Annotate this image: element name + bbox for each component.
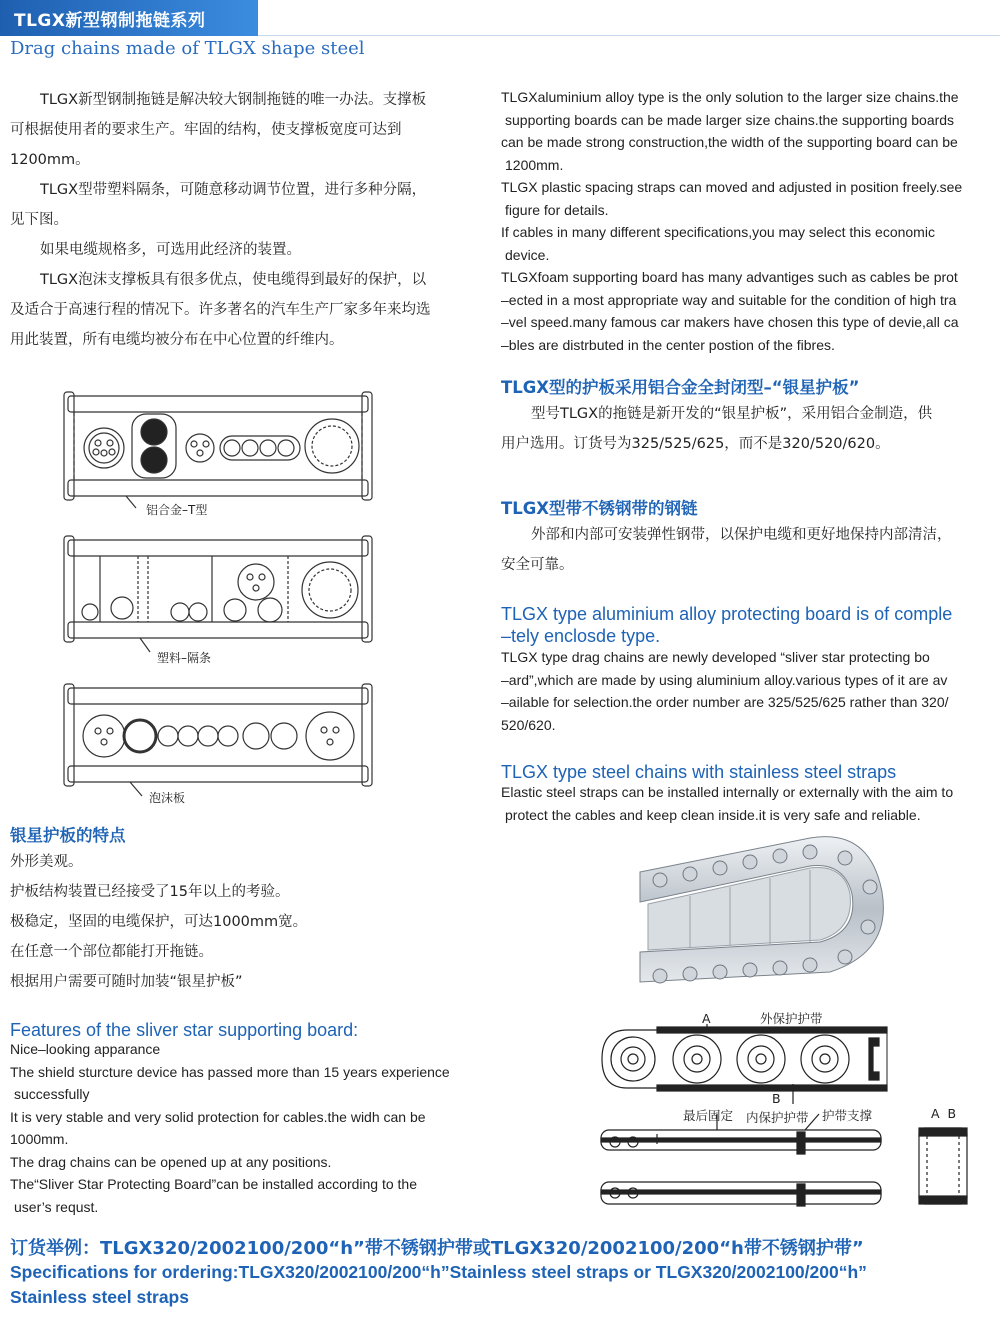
intro-cn-line: 用此装置，所有电缆均被分布在中心位置的纤维内。: [10, 332, 344, 348]
intro-en-line: TLGX plastic spacing straps can moved and adjusted in position freely.see: [501, 179, 963, 195]
diagram-aluminium-t-type: [64, 392, 372, 508]
features-en-line: user’s requst.: [14, 1198, 99, 1215]
order-example-cn: 订货举例：TLGX320/2002100/200“h”带不锈钢护带或TLGX320/2002100/200“h带不锈钢护带”: [10, 1238, 864, 1259]
diagram-label-plastic: 塑料–隔条: [157, 651, 212, 665]
features-en-line: The drag chains can be opened up at any positions.: [10, 1153, 332, 1170]
strap-label-b: B: [772, 1091, 781, 1106]
intro-en-line: –ected in a most appropriate way and suitable for the condition of high tra: [501, 291, 957, 308]
alu-board-en-line: –ailable for selection.the order number are 325/525/625 rather than 320/: [501, 694, 949, 710]
intro-cn-line: 及适合于高速行程的情况下。许多著名的汽车生产厂家多年来均选: [10, 302, 431, 318]
alu-board-en-line: 520/620.: [501, 716, 556, 733]
features-cn-item: 护板结构装置已经接受了15年以上的考验。: [10, 884, 290, 900]
intro-cn-line: 可根据使用者的要求生产。牢固的结构，使支撑板宽度可达到: [10, 122, 402, 138]
diagram-plastic-spacer: [64, 536, 372, 652]
intro-en-line: If cables in many different specifications,you may select this economic: [501, 224, 935, 240]
alu-board-en-text: [501, 646, 999, 736]
strap-label-a: A: [702, 1011, 711, 1026]
strap-label-ab: A B: [931, 1106, 957, 1121]
features-en-list: [10, 1038, 480, 1218]
page-subtitle: Drag chains made of TLGX shape steel: [10, 38, 365, 59]
silver-board-text: [501, 399, 999, 459]
diagram-label-aluminium: 铝合金–T型: [146, 503, 208, 517]
features-cn-title: 银星护板的特点: [10, 826, 126, 845]
order-example-en-2: Stainless steel straps: [10, 1287, 189, 1307]
alu-board-en-title: [501, 603, 999, 647]
page-title: TLGX新型钢制拖链系列: [14, 11, 206, 31]
silver-board-line: 用户选用。订货号为325/525/625，而不是320/520/620。: [501, 436, 890, 452]
intro-en-line: TLGXaluminium alloy type is the only solution to the larger size chains.the: [501, 89, 959, 105]
silver-board-title: TLGX型的护板采用铝合金全封闭型–“银星护板”: [501, 378, 860, 397]
features-cn-item: 根据用户需要可随时加装“银星护板”: [10, 974, 243, 990]
intro-cn-line: TLGX新型钢制拖链是解决较大钢制拖链的唯一办法。支撑板: [40, 92, 427, 108]
alu-board-en-title-line: TLGX type aluminium alloy protecting board is of comple: [501, 604, 953, 624]
steel-en-text: [501, 781, 999, 826]
intro-en-line: 1200mm.: [505, 156, 564, 173]
steel-strap-line: 外部和内部可安装弹性钢带，以保护电缆和更好地保持内部清洁，: [531, 527, 952, 543]
intro-en-line: supporting boards can be made larger size chains.the supporting boards: [505, 111, 955, 128]
steel-en-line: Elastic steel straps can be installed internally or externally with the aim to: [501, 784, 954, 800]
intro-en: [501, 86, 999, 356]
intro-en-line: can be made strong construction,the width of the supporting board can be: [501, 134, 958, 150]
steel-strap-line: 安全可靠。: [501, 557, 574, 573]
intro-en-line: device.: [505, 246, 550, 263]
intro-cn-line: TLGX型带塑料隔条，可随意移动调节位置，进行多种分隔，: [40, 182, 427, 198]
steel-en-title: TLGX type steel chains with stainless steel straps: [501, 762, 897, 782]
features-cn-item: 在任意一个部位都能打开拖链。: [10, 944, 213, 960]
intro-cn: [10, 85, 480, 355]
intro-cn-line: TLGX泡沫支撑板具有很多优点，使电缆得到最好的保护，以: [40, 272, 427, 288]
steel-strap-text: [501, 520, 999, 580]
intro-cn-line: 1200mm。: [10, 152, 90, 168]
intro-en-line: TLGXfoam supporting board has many advantiges such as cables be prot: [501, 269, 958, 285]
alu-board-en-title-line: –tely enclosde type.: [501, 626, 661, 646]
diagram-foam-board: [64, 684, 372, 796]
strap-label-inner: 内保护护带: [746, 1110, 809, 1125]
drag-chain-photo: [630, 832, 900, 1017]
strap-label-support: 护带支撑: [822, 1108, 873, 1123]
intro-en-line: figure for details.: [505, 201, 609, 218]
alu-board-en-line: TLGX type drag chains are newly developed “sliver star protecting bo: [501, 649, 930, 665]
alu-board-en-line: –ard”,which are made by using aluminium alloy.various types of it are av: [501, 671, 948, 688]
intro-cn-line: 如果电缆规格多，可选用此经济的装置。: [40, 242, 301, 258]
strap-side-view: [602, 1024, 887, 1104]
features-cn-list: [10, 847, 490, 997]
strap-top-view: [601, 1114, 881, 1206]
steel-strap-title: TLGX型带不锈钢带的钢链: [501, 499, 698, 518]
features-en-line: 1000mm.: [10, 1131, 69, 1147]
silver-board-line: 型号TLGX的拖链是新开发的“银星护板”，采用铝合金制造，供: [531, 406, 933, 422]
strap-end-view: [919, 1128, 967, 1204]
features-en-line: The“Sliver Star Protecting Board”can be installed according to the: [10, 1176, 417, 1192]
features-en-line: Nice–looking apparance: [10, 1041, 161, 1057]
order-example-en-1: Specifications for ordering:TLGX320/2002100/200“h”Stainless steel straps or TLGX320/2002100/200“h”: [10, 1262, 867, 1282]
diagram-label-foam: 泡沫板: [149, 791, 186, 805]
features-en-line: The shield sturcture device has passed more than 15 years experience: [10, 1063, 450, 1080]
header-divider: [258, 35, 1000, 36]
intro-cn-line: 见下图。: [10, 212, 68, 228]
features-en-line: It is very stable and very solid protection for cables.the widh can be: [10, 1108, 426, 1125]
features-en-title: Features of the sliver star supporting board:: [10, 1020, 359, 1040]
chain-cross-section-diagrams: [60, 390, 380, 810]
intro-en-line: –vel speed.many famous car makers have chosen this type of devie,all ca: [501, 314, 959, 330]
strap-label-fixed: 最后固定: [683, 1108, 734, 1123]
features-cn-item: 极稳定，坚固的电缆保护，可达1000mm宽。: [10, 914, 308, 930]
steel-en-line: protect the cables and keep clean inside.it is very safe and reliable.: [505, 806, 921, 823]
strap-label-outer: 外保护护带: [760, 1011, 823, 1026]
features-cn-item: 外形美观。: [10, 854, 83, 870]
features-en-line: successfully: [14, 1086, 90, 1102]
intro-en-line: –bles are distrbuted in the center postion of the fibres.: [501, 336, 835, 353]
